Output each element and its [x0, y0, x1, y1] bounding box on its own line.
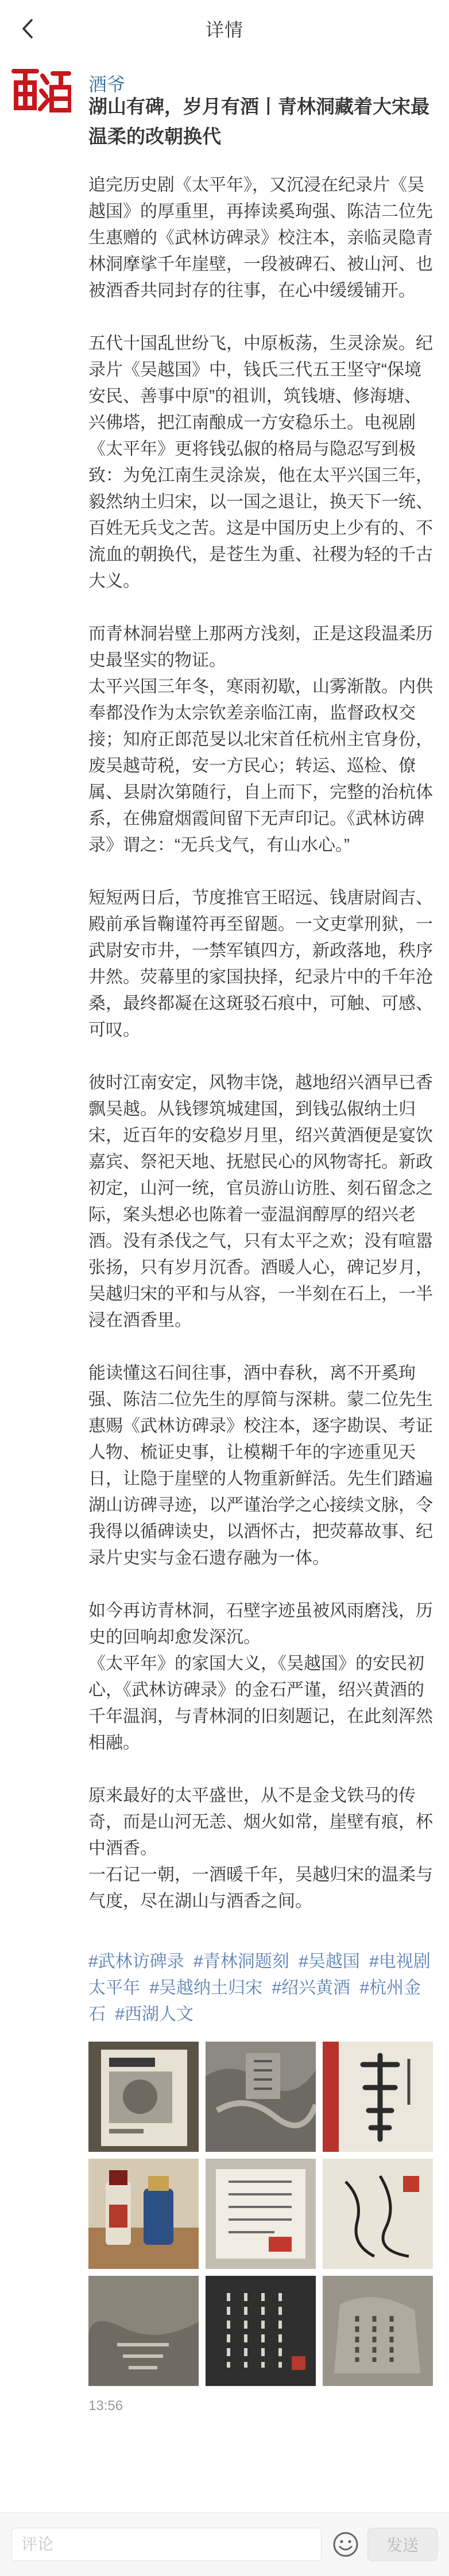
hashtag-link[interactable]: #吴越国 — [299, 1952, 360, 1971]
rubbing-photo[interactable] — [206, 2276, 316, 2386]
hashtag-link[interactable]: #吴越纳土归宋 — [149, 1978, 263, 1997]
comment-input[interactable] — [11, 2528, 322, 2561]
stone-carving-photo[interactable] — [88, 2276, 199, 2386]
book-pages-photo[interactable] — [206, 2159, 316, 2269]
back-button[interactable] — [16, 17, 39, 40]
autograph-photo[interactable] — [323, 2159, 433, 2269]
hashtag-link[interactable]: #绍兴黄酒 — [272, 1978, 351, 1997]
post-title: 湖山有碑，岁月有酒丨青林洞藏着大宋最温柔的改朝换代 — [88, 96, 429, 147]
hashtag-link[interactable]: #杭州金石 — [88, 1978, 421, 2024]
paragraph: 短短两日后，节度推官王昭远、钱唐尉阎吉、殿前承旨鞠谨符再至留题。一文吏掌刑狱，一武尉安市井，一禁军镇四方，新政落地，秩序井然。荧幕里的家国抉择，纪录片中的千年沧桑，最终都凝在这斑驳石痕中，可触、可感、可叹。 — [88, 889, 433, 1039]
wine-bottles-photo[interactable] — [88, 2159, 199, 2269]
tag-list — [88, 1949, 433, 2028]
send-button[interactable]: 发送 — [367, 2528, 438, 2561]
book-cover-photo[interactable] — [88, 2042, 199, 2152]
book-title-photo[interactable] — [323, 2042, 433, 2152]
paragraph: 原来最好的太平盛世，从不是金戈铁马的传奇，而是山河无恙、烟火如常，崖壁有痕，杯中酒香。 一石记一朝，一酒暖千年，吴越归宋的温柔与气度，尽在湖山与酒香之间。 — [88, 1786, 433, 1911]
paragraph: 而青林洞岩壁上那两方浅刻，正是这段温柔历史最坚实的物证。 太平兴国三年冬，寒雨初歇，山雾渐散。内供奉都没作为太宗钦差亲临江南，监督政权交接；知府正郎范旻以北宋首任杭州主官身份，废吴越苛税，安一方民心；转运、巡检、僚属、县尉次第随行，自上而下，完整的治杭体系，在佛窟烟霞间留下无声印记。《武林访碑录》谓之：“无兵戈气，有山水心。” — [88, 624, 433, 855]
emoji-button[interactable] — [332, 2531, 359, 2558]
hashtag-link[interactable]: #武林访碑录 — [88, 1952, 184, 1971]
post-content — [88, 172, 433, 1941]
avatar[interactable] — [11, 68, 71, 114]
post-timestamp: 13:56 — [88, 2398, 123, 2414]
avatar-logo-icon — [11, 68, 71, 114]
back-arrow-icon — [21, 18, 34, 39]
paragraph: 追完历史剧《太平年》，又沉浸在纪录片《吴越国》的厚重里，再捧读奚珣强、陈洁二位先生惠赠的《武林访碑录》校注本，亲临灵隐青林洞摩挲千年崖壁，一段被碑石、被山河、也被酒香共同封存的往事，在心中缓缓铺开。 — [88, 176, 433, 300]
cave-inscription-photo[interactable] — [206, 2042, 316, 2152]
hashtag-link[interactable]: #青林洞题刻 — [193, 1952, 289, 1971]
paragraph: 如今再访青林洞，石壁字迹虽被风雨磨浅，历史的回响却愈发深沉。 《太平年》的家国大义，《吴越国》的安民初心，《武林访碑录》的金石严谨，绍兴黄酒的千年温润，与青林洞的旧刻题记，在此刻浑然相融。 — [88, 1601, 433, 1752]
hashtag-link[interactable]: #西湖人文 — [115, 2005, 194, 2024]
paragraph: 能读懂这石间往事，酒中春秋，离不开奚珣强、陈洁二位先生的厚简与深耕。蒙二位先生惠赐《武林访碑录》校注本，逐字勘误、考证人物、梳证史事，让模糊千年的字迹重见天日，让隐于崖壁的人物重新鲜活。先生们踏遍湖山访碑寻迹，以严谨治学之心接续文脉，令我得以循碑读史，以酒怀古，把荧幕故事、纪录片史实与金石遗存融为一体。 — [88, 1364, 433, 1568]
paragraph: 彼时江南安定，风物丰饶，越地绍兴酒早已香飘吴越。从钱镠筑城建国，到钱弘俶纳土归宋，近百年的安稳岁月里，绍兴黄酒便是宴饮嘉宾、祭祀天地、抚慰民心的风物寄托。新政初定，山河一统，官员游山访胜、刻石留念之际，案头想必也陈着一壶温润醇厚的绍兴老酒。没有杀伐之气，只有太平之欢；没有喧嚣张扬，只有岁月沉香。酒暖人心，碑记岁月，吴越归宋的平和与从容，一半刻在石上，一半浸在酒香里。 — [88, 1073, 433, 1330]
paragraph: 五代十国乱世纷飞，中原板荡，生灵涂炭。纪录片《吴越国》中，钱氏三代五王坚守“保境安民、善事中原”的祖训，筑钱塘、修海塘、兴佛塔，把江南酿成一方安稳乐土。电视剧《太平年》更将钱弘俶的格局与隐忍写到极致：为免江南生灵涂炭，他在太平兴国三年，毅然纳土归宋，以一国之退让，换天下一统、百姓无兵戈之苦。这是中国历史上少有的、不流血的朝换代，是苍生为重、社稷为轻的千古大义。 — [88, 334, 433, 591]
author-name[interactable]: 酒爷 — [88, 74, 126, 95]
comment-bar — [0, 2512, 449, 2576]
top-bar — [0, 0, 449, 57]
smiley-icon — [332, 2531, 359, 2558]
hashtag-link[interactable]: #电视剧太平年 — [88, 1952, 431, 1997]
image-grid — [88, 2042, 433, 2380]
inscription-closeup-photo[interactable] — [323, 2276, 433, 2386]
page-title: 详情 — [205, 20, 243, 40]
